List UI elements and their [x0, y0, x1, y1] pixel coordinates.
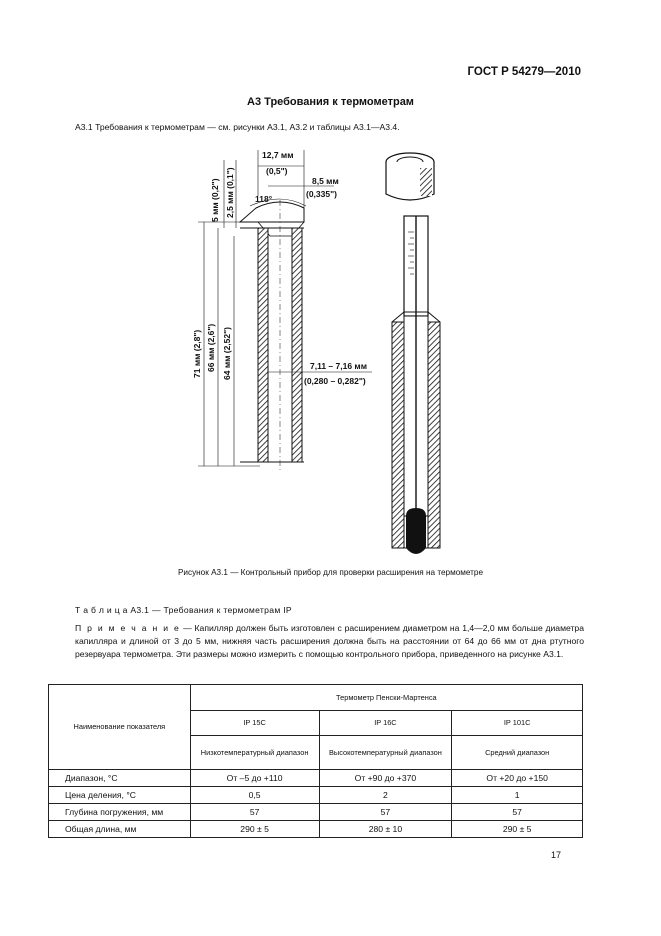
range-cell: Высокотемпературный диапазон — [319, 736, 452, 770]
table-row — [49, 821, 583, 838]
dim-5mm: 5 мм (0,2") — [210, 178, 220, 222]
standard-number: ГОСТ Р 54279—2010 — [467, 66, 581, 78]
thermometer-bulb — [406, 508, 426, 554]
note-text: — Капилляр должен быть изготовлен с расширением диаметром на 1,4—2,0 мм больше диаметра капилляра и длиной от 3 до 5 мм, нижняя часть расширения должна быть на расстоянии от 64 до 66 мм от дна ртутного резервуара термометра. Эти размеры можно измерить с помощью контрольного прибора, приведенного на рисунке А3.1. — [75, 623, 584, 659]
row-value: От +20 до +150 — [452, 770, 583, 787]
gauge-drawing — [192, 150, 372, 470]
dim-bore: 8,5 мм — [312, 176, 339, 186]
row-value: От –5 до +110 — [190, 770, 319, 787]
intro-paragraph: А3.1 Требования к термометрам — см. рисунки А3.1, А3.2 и таблицы А3.1—А3.4. — [75, 122, 400, 132]
row-name: Цена деления, °С — [49, 787, 191, 804]
range-cell: Низкотемпературный диапазон — [190, 736, 319, 770]
gauge-wall-left — [258, 228, 268, 462]
page-number: 17 — [550, 850, 561, 860]
table-row — [49, 787, 583, 804]
dim-64mm: 64 мм (2,52") — [222, 327, 232, 380]
row-value: 1 — [452, 787, 583, 804]
model-cell: IP 16C — [319, 711, 452, 736]
figure-caption: Рисунок А3.1 — Контрольный прибор для проверки расширения на термометре — [177, 568, 484, 577]
dim-2-5mm: 2,5 мм (0,1") — [225, 167, 235, 218]
dim-top-width: 12,7 мм — [262, 150, 294, 160]
param-header: Наименование показателя — [49, 685, 191, 770]
dim-top-width-in: (0,5") — [266, 166, 288, 176]
model-cell: IP 15C — [190, 711, 319, 736]
note-label: П р и м е ч а н и е — [75, 623, 181, 633]
row-value: 57 — [319, 804, 452, 821]
table-row — [49, 770, 583, 787]
row-name: Глубина погружения, мм — [49, 804, 191, 821]
dim-71mm: 71 мм (2,8") — [192, 329, 202, 378]
dim-inner-in: (0,280 – 0,282") — [304, 376, 366, 386]
row-value: 0,5 — [190, 787, 319, 804]
table-header-row — [49, 685, 583, 711]
row-value: 57 — [452, 804, 583, 821]
table-row — [49, 804, 583, 821]
row-value: 290 ± 5 — [190, 821, 319, 838]
row-value: От +90 до +370 — [319, 770, 452, 787]
row-value: 2 — [319, 787, 452, 804]
section-title: А3 Требования к термометрам — [247, 96, 414, 108]
row-value: 57 — [190, 804, 319, 821]
thermometer-drawing — [386, 153, 440, 554]
dim-66mm: 66 мм (2,6") — [206, 323, 216, 372]
dim-bore-in: (0,335") — [306, 189, 337, 199]
row-value: 290 ± 5 — [452, 821, 583, 838]
requirements-table — [48, 684, 583, 838]
row-value: 280 ± 10 — [319, 821, 452, 838]
row-name: Общая длина, мм — [49, 821, 191, 838]
model-cell: IP 101C — [452, 711, 583, 736]
group-header: Термометр Пенски-Мартенса — [190, 685, 582, 711]
dim-angle: 118° — [255, 194, 273, 204]
table-title: Т а б л и ц а А3.1 — Требования к термометрам IP — [75, 605, 292, 615]
range-cell: Средний диапазон — [452, 736, 583, 770]
gauge-wall-right — [292, 228, 302, 462]
note-paragraph — [75, 622, 584, 661]
gauge-cap — [240, 202, 304, 222]
dim-inner: 7,11 – 7,16 мм — [310, 361, 368, 371]
row-name: Диапазон, °С — [49, 770, 191, 787]
